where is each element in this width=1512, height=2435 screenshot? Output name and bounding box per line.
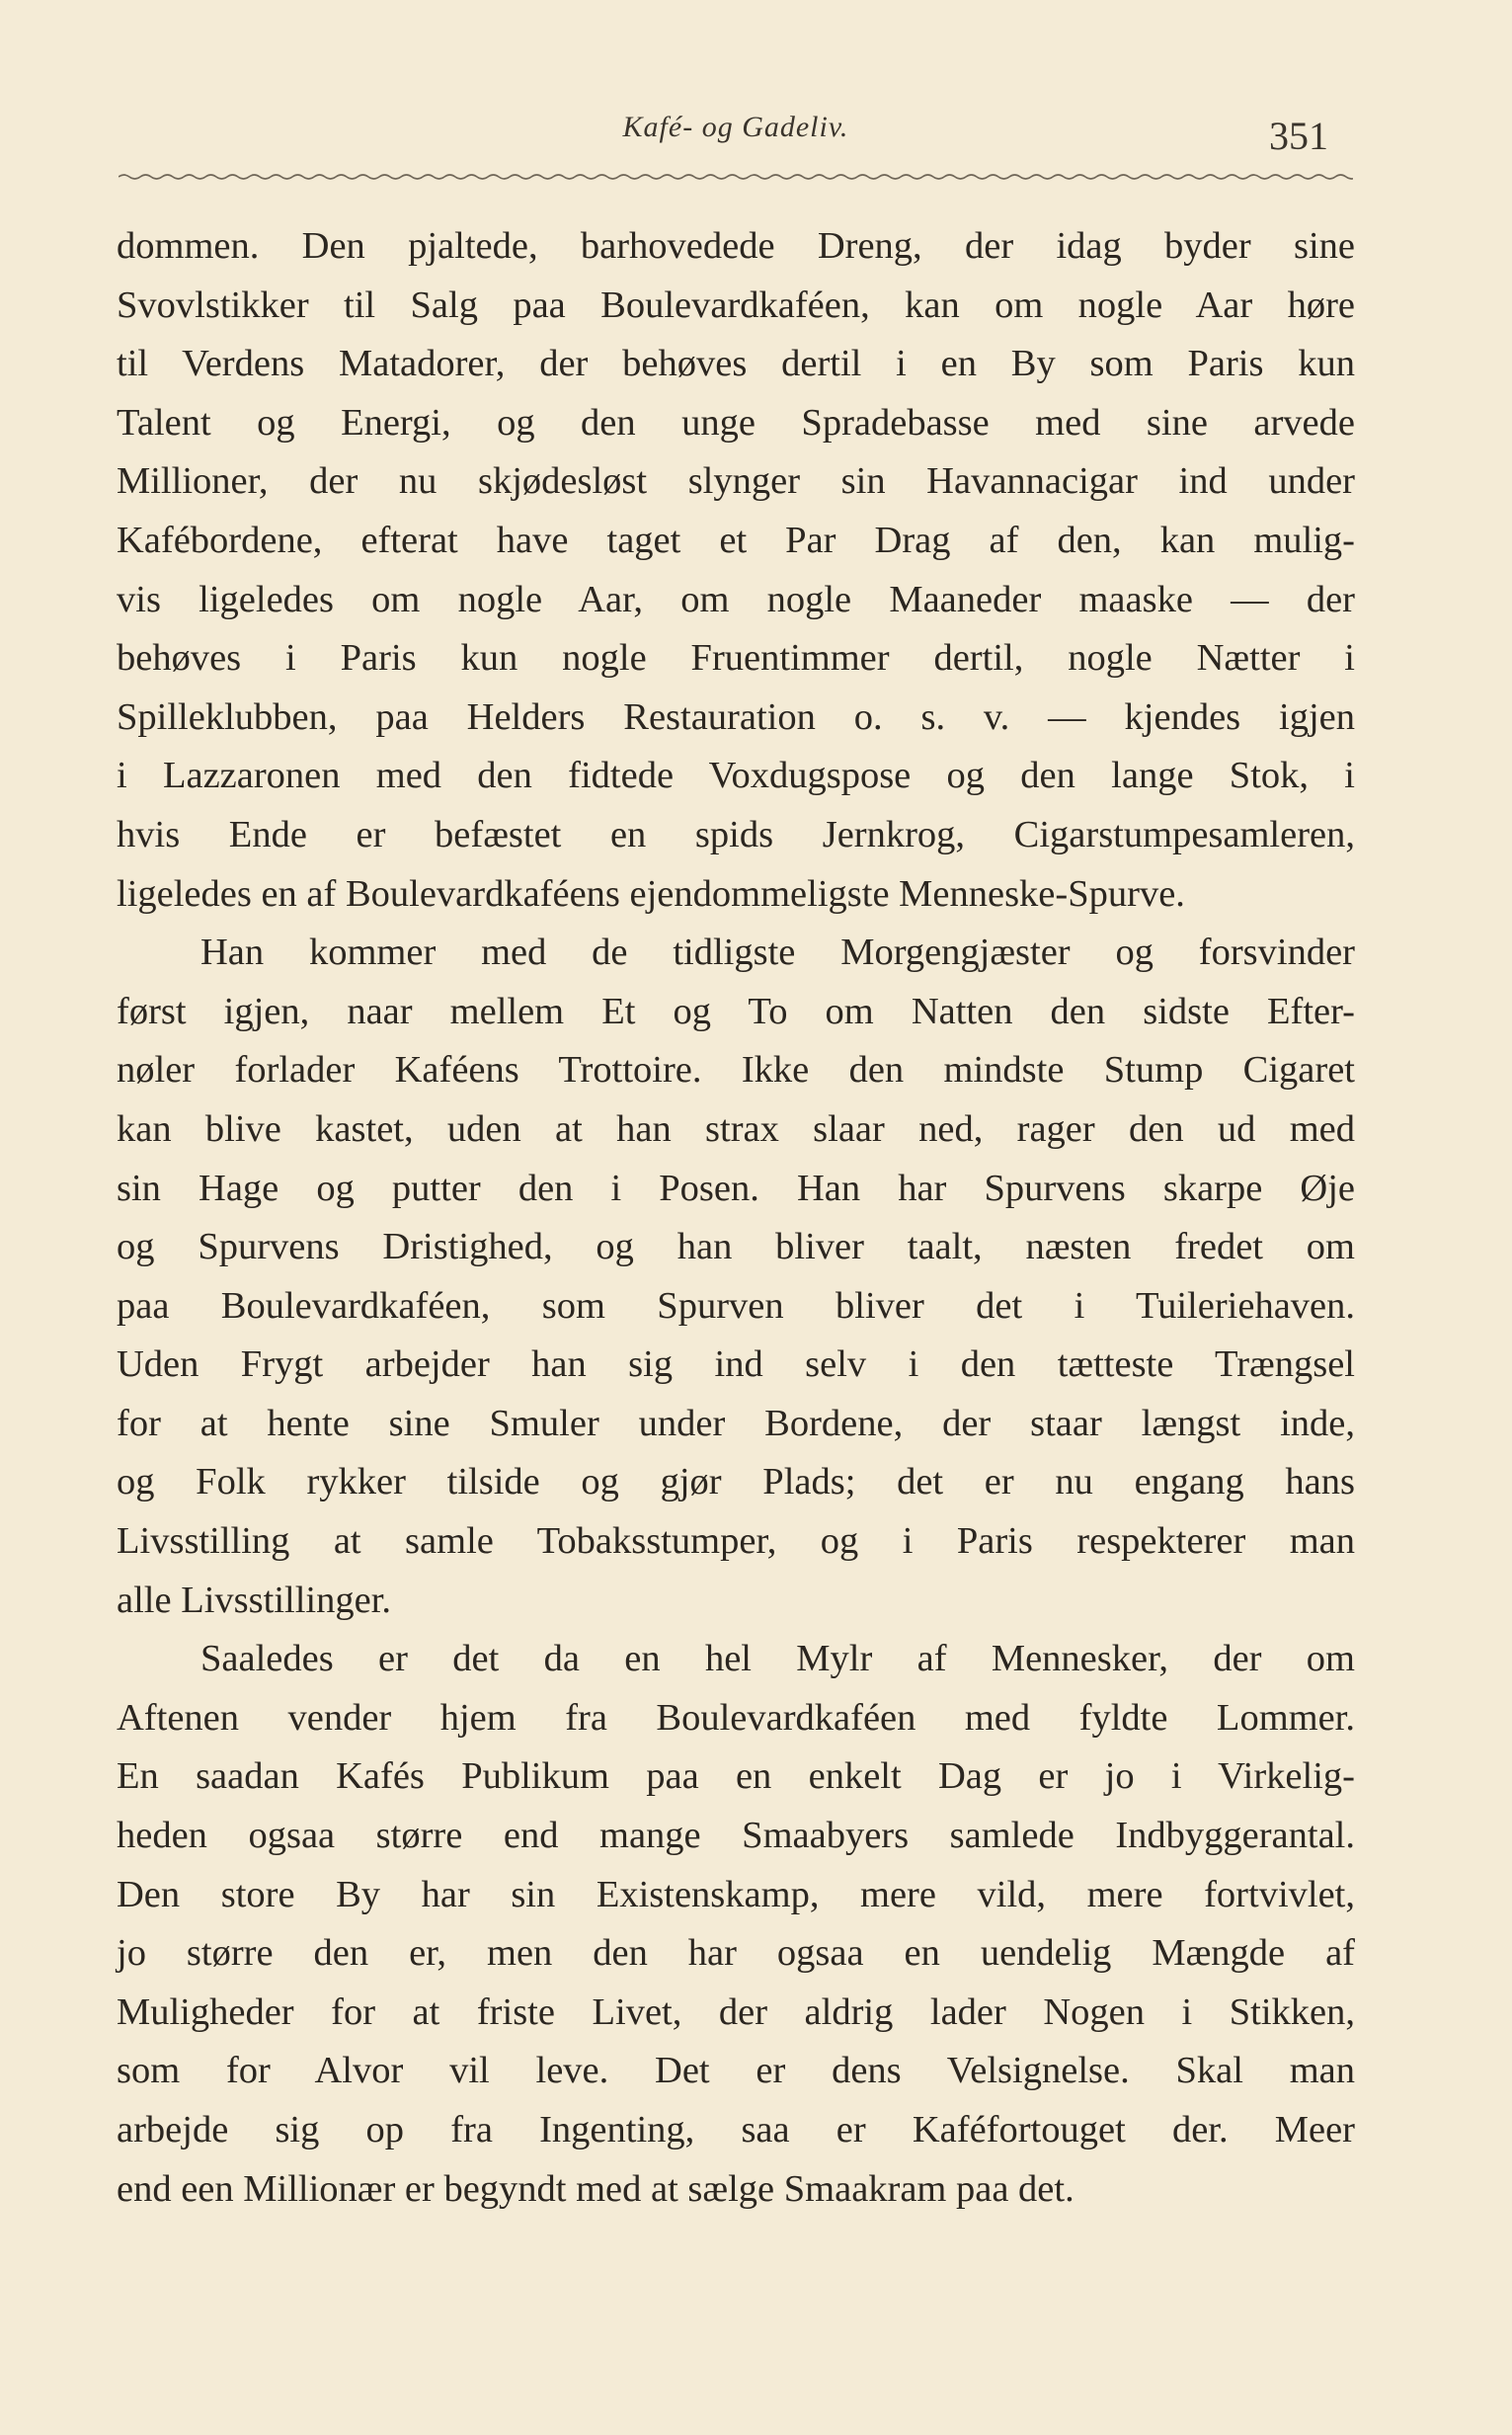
text-line: for at hente sine Smuler under Bordene, der staar længst inde,	[117, 1402, 1355, 1444]
text-line: først igjen, naar mellem Et og To om Natten den sidste Efter-	[117, 990, 1355, 1032]
text-line: hvis Ende er befæstet en spids Jernkrog, Cigarstumpesamleren,	[117, 813, 1355, 855]
text-line: heden ogsaa større end mange Smaabyers samlede Indbyggerantal.	[117, 1815, 1355, 1857]
text-line: Svovlstikker til Salg paa Boulevardkaféen, kan om nogle Aar høre	[117, 284, 1355, 326]
text-line: sin Hage og putter den i Posen. Han har Spurvens skarpe Øje	[117, 1167, 1355, 1209]
text-line: behøves i Paris kun nogle Fruentimmer dertil, nogle Nætter i	[117, 637, 1355, 680]
text-line: Talent og Energi, og den unge Spradebasse med sine arvede	[117, 401, 1355, 444]
body-text	[117, 217, 1355, 2219]
text-line: vis ligeledes om nogle Aar, om nogle Maaneder maaske — der	[117, 578, 1355, 620]
text-line: Aftenen vender hjem fra Boulevardkaféen med fyldte Lommer.	[117, 1696, 1355, 1739]
text-line: Den store By har sin Existenskamp, mere vild, mere fortvivlet,	[117, 1873, 1355, 1915]
text-line: dommen. Den pjaltede, barhovedede Dreng, der idag byder sine	[117, 225, 1355, 267]
text-line: Livsstilling at samle Tobaksstumper, og i Paris respekterer man	[117, 1520, 1355, 1563]
text-line: Spilleklubben, paa Helders Restauration o. s. v. — kjendes igjen	[117, 695, 1355, 738]
text-line: Millioner, der nu skjødesløst slynger sin Havannacigar ind under	[117, 460, 1355, 503]
ornamental-wavy-rule	[119, 166, 1353, 188]
text-line: end een Millionær er begyndt med at sælge Smaakram paa det.	[117, 2167, 1074, 2210]
text-line: arbejde sig op fra Ingenting, saa er Kaféfortouget der. Meer	[117, 2109, 1355, 2151]
paragraph	[117, 1630, 1355, 2219]
paragraph	[117, 217, 1355, 924]
text-line: og Folk rykker tilside og gjør Plads; det er nu engang hans	[117, 1461, 1355, 1503]
text-line: til Verdens Matadorer, der behøves dertil i en By som Paris kun	[117, 343, 1355, 385]
text-line: og Spurvens Dristighed, og han bliver taalt, næsten fredet om	[117, 1226, 1355, 1268]
text-line: som for Alvor vil leve. Det er dens Velsignelse. Skal man	[117, 2050, 1355, 2092]
text-line: Saaledes er det da en hel Mylr af Mennesker, der om	[200, 1638, 1355, 1680]
text-line: Muligheder for at friste Livet, der aldrig lader Nogen i Stikken,	[117, 1990, 1355, 2033]
text-line: Han kommer med de tidligste Morgengjæster og forsvinder	[200, 932, 1355, 974]
text-line: jo større den er, men den har ogsaa en uendelig Mængde af	[117, 1932, 1355, 1975]
text-line: Kafébordene, efterat have taget et Par Drag af den, kan mulig-	[117, 519, 1355, 561]
text-line: Uden Frygt arbejder han sig ind selv i den tætteste Trængsel	[117, 1343, 1355, 1386]
text-line: paa Boulevardkaféen, som Spurven bliver det i Tuileriehaven.	[117, 1284, 1355, 1327]
text-line: nøler forlader Kaféens Trottoire. Ikke den mindste Stump Cigaret	[117, 1049, 1355, 1092]
paragraph	[117, 924, 1355, 1630]
text-line: En saadan Kafés Publikum paa en enkelt Dag er jo i Virkelig-	[117, 1755, 1355, 1798]
text-line: ligeledes en af Boulevardkaféens ejendommeligste Menneske-Spurve.	[117, 872, 1185, 915]
running-title: Kafé- og Gadeliv.	[622, 111, 849, 143]
text-line: i Lazzaronen med den fidtede Voxdugspose og den lange Stok, i	[117, 755, 1355, 797]
text-line: kan blive kastet, uden at han strax slaar ned, rager den ud med	[117, 1107, 1355, 1150]
page-number: 351	[1269, 114, 1328, 158]
text-line: alle Livsstillinger.	[117, 1579, 392, 1621]
